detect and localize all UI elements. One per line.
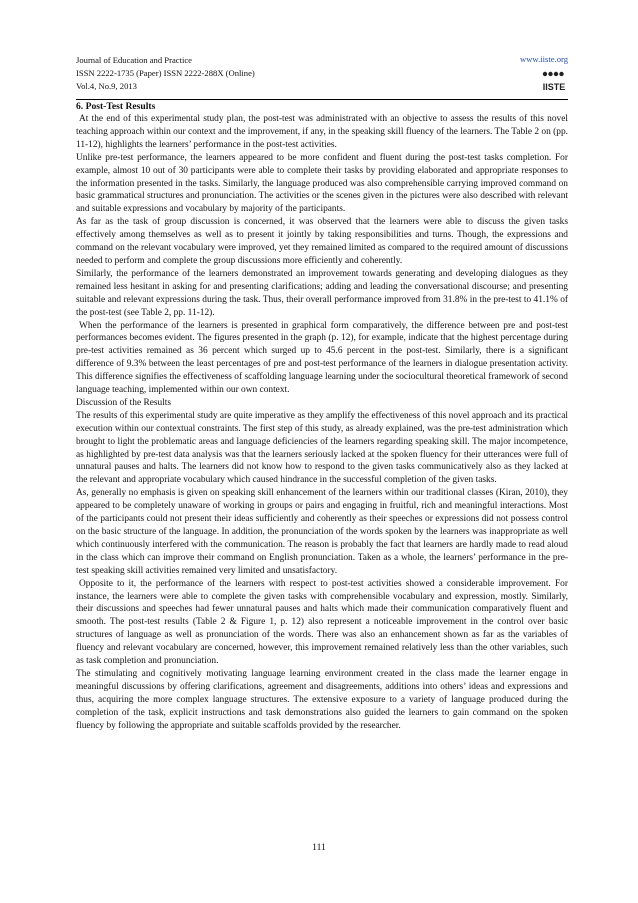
issn-line: ISSN 2222-1735 (Paper) ISSN 2222-288X (Online) (76, 68, 255, 79)
paragraph: When the performance of the learners is presented in graphical form comparatively, the difference between pre and post-test performances becomes evident. The figures presented in the graph (p. 12), for example, indicate that the highest percentage during pre-test activities remained as 36 percent which surged up to 45.6 percent in the post-test. Similarly, there is a significant difference of 9.3% between the least percentages of pre and post-test performance of the learners in dialogue presentation activity. This difference signifies the effectiveness of scaffolding language learning under the sociocultural theoretical framework of second language teaching, implemented within our own context. (76, 320, 568, 396)
iiste-logo (540, 69, 568, 95)
paragraph: The results of this experimental study are quite imperative as they amplify the effectiveness of this novel approach and its practical execution within our contextual constraints. The first step of this study, as already explained, was the pre-test administration which brought to light the problematic areas and language deficiencies of the learners regarding speaking skill. The major incompetence, as highlighted by pre-test data analysis was that the learners seriously lacked at the spoken fluency for their utterances were full of unnatural pauses and halts. The learners did not know how to respond to the given tasks communicatively also as they lacked at the relevant and appropriate vocabulary which caused hindrance in the successful completion of the given tasks. (76, 410, 568, 486)
section-heading: 6. Post-Test Results (76, 101, 156, 112)
page-header (76, 54, 568, 98)
page-number: 111 (312, 842, 326, 853)
paragraph: Unlike pre-test performance, the learners appeared to be more confident and fluent during the post-test tasks completion. For example, almost 10 out of 30 participants were able to complete their tasks by providing elaborated and appropriate responses to the information presented in the tasks. Similarly, the language produced was also comprehensible carrying improved command on basic grammatical structures and pronunciation. The activities or the scenes given in the pictures were also described with relevant and suitable expressions and vocabulary by majority of the participants. (76, 152, 568, 215)
journal-name: Journal of Education and Practice (76, 55, 192, 65)
paragraph: As far as the task of group discussion is concerned, it was observed that the learners were able to discuss the given tasks effectively among themselves as well as to present it jointly by taking responsibilities and turns. Though, the expressions and command on the relevant vocabulary were improved, yet they remained limited as compared to the required amount of discussions needed to perform and complete the group discussions more efficiently and coherently. (76, 217, 568, 266)
journal-url[interactable]: www.iiste.org (520, 54, 568, 64)
article-body (76, 100, 568, 733)
volume-line: Vol.4, No.9, 2013 (76, 81, 137, 92)
paragraph: Similarly, the performance of the learners demonstrated an improvement towards generating and developing dialogues as they remained less hesitant in asking for and presenting clarifications; adding and leading the conversational discourse; and presenting suitable and relevant expressions during the task. Thus, their overall performance improved from 31.8% in the pre-test to 41.1% of the post-test (see Table 2, pp. 11-12). (76, 268, 568, 318)
paragraph: At the end of this experimental study plan, the post-test was administrated with an objective to assess the results of this novel teaching approach within our context and the improvement, if any, in the speaking skill fluency of the learners. The Table 2 on (pp. 11-12), highlights the learners’ performance in the post-test activities. (76, 114, 568, 150)
subsection-heading: Discussion of the Results (76, 397, 172, 408)
paragraph: The stimulating and cognitively motivating language learning environment created in the class made the learner engage in meaningful discussions by offering clarifications, agreement and disagreements, additions into others’ ideas and expressions and thus, acquiring the more complex language structures. The extensive exposure to a variety of language produced during the completion of the task, explicit instructions and task demonstrations also guided the learners to gain command on the spoken fluency by following the appropriate and suitable scaffolds provided by the researcher. (76, 668, 568, 731)
paragraph: As, generally no emphasis is given on speaking skill enhancement of the learners within our traditional classes (Kiran, 2010), they appeared to be completely unaware of working in groups or pairs and engaging in fruitful, rich and meaningful interactions. Most of the participants could not present their ideas sufficiently and coherently as their speeches or expressions did not possess control on the basic structure of the language. In addition, the pronunciation of the words spoken by the learners was inappropriate as well which continuously interfered with the communication. The reason is probably the fact that learners are hardly made to read aloud in the class which can improve their command on English pronunciation. Taken as a whole, the learners’ performance in the pre-test speaking skill activities remained very limited and unsatisfactory. (76, 488, 568, 576)
svg-text:IISTE: IISTE (542, 82, 566, 92)
paragraph: Opposite to it, the performance of the learners with respect to post-test activities showed a considerable improvement. For instance, the learners were able to complete the given tasks with comprehensible vocabulary and expression, mostly. Similarly, their discussions and speeches had fewer unnatural pauses and halts which made their communication comparatively fluent and smooth. The post-test results (Table 2 & Figure 1, p. 12) also represent a noticeable improvement in the control over basic structures of language as well as pronunciation of the words. There was also an enhancement shown as far as the variables of fluency and relevant vocabulary are concerned, however, this improvement remained relatively less than the other variables, such as task completion and pronunciation. (76, 578, 568, 667)
